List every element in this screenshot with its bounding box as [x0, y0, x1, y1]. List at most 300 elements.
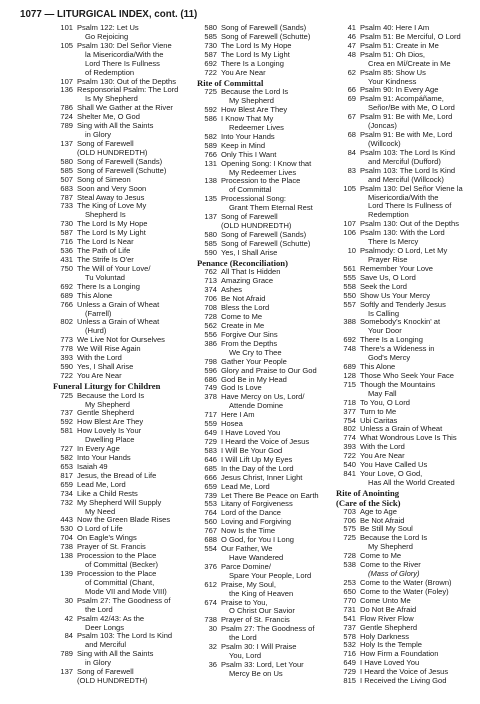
hymn-title: The Strife Is O'er — [77, 254, 134, 264]
hymn-title: You Are Near — [221, 67, 266, 77]
hymn-title-continuation: the Lord — [85, 604, 113, 614]
hymn-title: I Heard the Voice of Jesus — [360, 667, 449, 677]
hymn-title: Psalm 91: Acompáñame, — [360, 94, 444, 104]
hymn-title: This Alone — [77, 290, 113, 300]
hymn-number: 580 — [204, 229, 217, 239]
hymn-title: Psalm 122: Let Us — [77, 23, 139, 32]
hymn-title: Turn to Me — [360, 406, 397, 416]
hymn-title-continuation: of Committal (Becker) — [85, 560, 158, 570]
hymn-number: 386 — [204, 338, 217, 348]
hymn-title-continuation: (Joncas) — [368, 121, 397, 131]
hymn-title: Psalm 91: Be with Me, Lord — [360, 130, 453, 140]
hymn-title: Psalm 91: Be with Me, Lord — [360, 112, 453, 122]
hymn-title-continuation: (Willcock) — [368, 138, 401, 148]
hymn-title: Yes, I Shall Arise — [221, 247, 278, 257]
hymn-title: Your Love, O God, — [360, 469, 423, 479]
hymn-title: Psalm 103: The Lord Is Kind — [360, 165, 456, 175]
hymn-number: 789 — [60, 121, 73, 131]
hymn-title: Psalm 130: Del Señor Viene — [77, 40, 172, 50]
hymn-title: Yes, I Shall Arise — [77, 362, 134, 372]
hymn-number: 137 — [204, 212, 217, 222]
hymn-title: Song of Farewell (Schutte) — [221, 238, 311, 248]
hymn-number: 139 — [60, 569, 73, 579]
hymn-title: Come to Me — [360, 551, 402, 561]
hymn-number: 83 — [347, 165, 356, 175]
hymn-title: The Lord Is My Hope — [221, 40, 292, 50]
hymn-title: Song of Farewell — [77, 667, 134, 677]
hymn-title: O God, for You I Long — [221, 535, 295, 545]
hymn-number: 580 — [60, 156, 73, 166]
hymn-number: 596 — [204, 365, 217, 375]
hymn-title: Sing with All the Saints — [77, 121, 154, 131]
hymn-title: Bless the Lord — [221, 303, 270, 313]
hymn-title-continuation: in Glory — [85, 658, 112, 668]
hymn-number: 666 — [204, 472, 217, 482]
hymn-title: Only This I Want — [221, 149, 277, 159]
index-entry — [197, 643, 332, 652]
hymn-title: I Will Be Your God — [221, 445, 283, 455]
hymn-title: Procession to the Place — [77, 569, 157, 579]
hymn-title: This Alone — [360, 362, 396, 372]
hymn-title: The Lord Is Near — [77, 237, 134, 247]
hymn-title: I Know That My — [221, 114, 274, 123]
hymn-title-continuation: Is Calling — [368, 308, 400, 318]
hymn-title-continuation: My Shepherd — [368, 542, 413, 552]
hymn-title-continuation: Crea en Mí/Create in Me — [368, 58, 451, 68]
index-entry — [197, 249, 332, 258]
hymn-title: Psalm 51: Be Merciful, O Lord — [360, 31, 461, 41]
hymn-title: Parce Domine/ — [221, 561, 271, 571]
hymn-title: On Eagle's Wings — [77, 533, 137, 543]
hymn-title: Song of Farewell (Schutte) — [77, 165, 167, 175]
hymn-title: Holy Is the Temple — [360, 640, 422, 650]
hymn-number: 32 — [208, 642, 217, 652]
hymn-number: 136 — [60, 85, 73, 95]
hymn-title-continuation: (OLD HUNDREDTH) — [77, 147, 148, 157]
hymn-number: 762 — [204, 267, 217, 277]
index-entry — [336, 301, 476, 310]
hymn-title: With the Lord — [77, 353, 122, 363]
hymn-title: The Lord Is My Light — [221, 49, 290, 59]
hymn-title-continuation: May Fall — [368, 388, 397, 398]
hymn-title: Psalm 90: In Every Age — [360, 85, 439, 95]
hymn-number: 46 — [347, 31, 356, 41]
hymn-title: Though the Mountains — [360, 379, 436, 389]
hymn-title: Song of Farewell (Sands) — [77, 156, 163, 166]
hymn-number: 713 — [204, 276, 217, 286]
hymn-number: 732 — [60, 497, 73, 507]
hymn-title: Holy Darkness — [360, 631, 410, 641]
hymn-title: Flow River Flow — [360, 613, 414, 623]
hymn-number: 770 — [343, 595, 356, 605]
hymn-number: 554 — [204, 544, 217, 554]
hymn-title: Because the Lord Is — [360, 533, 428, 543]
hymn-title: Shelter Me, O God — [77, 112, 140, 122]
hymn-title-continuation: Señor/Be with Me, O Lord — [368, 103, 455, 113]
hymn-number: 585 — [204, 238, 217, 248]
hymn-number: 728 — [204, 312, 217, 322]
hymn-title-continuation: Have Wandered — [229, 552, 284, 562]
hymn-number: 107 — [60, 76, 73, 86]
hymn-number: 66 — [347, 85, 356, 95]
hymn-title: Our Father, We — [221, 544, 273, 554]
hymn-title: Litany of Forgiveness — [221, 499, 293, 509]
hymn-number: 377 — [343, 406, 356, 416]
hymn-title-continuation: Redemption — [368, 210, 409, 220]
hymn-title: Praise to You, — [221, 597, 268, 607]
hymn-title: How Firm a Foundation — [360, 649, 439, 659]
hymn-number: 135 — [204, 194, 217, 204]
hymn-title: You Are Near — [77, 370, 122, 380]
hymn-title: You Are Near — [360, 451, 405, 461]
hymn-title: Prayer of St. Francis — [77, 542, 146, 552]
hymn-title: Be Not Afraid — [360, 515, 405, 525]
hymn-number: 580 — [204, 23, 217, 32]
hymn-title: God Be in My Head — [221, 374, 287, 384]
index-entry — [197, 69, 332, 78]
hymn-title: O Lord of Life — [77, 524, 123, 534]
hymn-number: 582 — [204, 131, 217, 141]
hymn-number: 393 — [60, 353, 73, 363]
hymn-title: Steal Away to Jesus — [77, 192, 145, 202]
hymn-number: 738 — [204, 615, 217, 625]
hymn-number: 725 — [60, 390, 73, 400]
hymn-number: 68 — [347, 130, 356, 140]
hymn-title: Seek the Lord — [360, 281, 407, 291]
hymn-title: Psalm 103: The Lord Is Kind — [77, 631, 173, 641]
hymn-title: Age to Age — [360, 506, 397, 516]
index-entry — [197, 277, 332, 286]
hymn-number: 137 — [60, 138, 73, 148]
hymn-number: 532 — [343, 640, 356, 650]
hymn-title: The Path of Life — [77, 246, 131, 256]
hymn-title-continuation: O Christ Our Savior — [229, 606, 295, 616]
hymn-title: Into Your Hands — [221, 131, 275, 141]
hymn-title: Jesus Christ, Inner Light — [221, 472, 303, 482]
hymn-number: 659 — [60, 479, 73, 489]
hymn-title: Praise, My Soul, — [221, 579, 276, 589]
hymn-number: 692 — [343, 335, 356, 345]
hymn-number: 787 — [60, 192, 73, 202]
hymn-number: 738 — [60, 542, 73, 552]
hymn-title: Keep in Mind — [221, 140, 266, 150]
hymn-title: Come to the River — [360, 560, 421, 570]
hymn-title: Jesus, the Bread of Life — [77, 470, 157, 480]
hymn-title: Psalm 130: Del Señor Viene la — [360, 183, 463, 193]
hymn-number: 587 — [60, 228, 73, 238]
hymn-title: Come to the Water (Foley) — [360, 586, 449, 596]
hymn-title-continuation: Redeemer Lives — [229, 122, 284, 132]
hymn-title: The King of Love My — [77, 201, 147, 211]
index-column-3 — [336, 24, 476, 686]
index-entry — [53, 122, 195, 131]
hymn-number: 659 — [204, 481, 217, 491]
hymn-number: 722 — [343, 451, 356, 461]
hymn-number: 540 — [343, 460, 356, 470]
section-heading: (Care of the Sick) — [336, 497, 401, 508]
hymn-number: 724 — [60, 112, 73, 122]
hymn-title: Psalm 51: Oh Dios, — [360, 49, 426, 59]
hymn-title: In the Day of the Lord — [221, 463, 294, 473]
hymn-number: 559 — [204, 419, 217, 429]
index-entry — [197, 411, 332, 420]
hymn-title: How Lovely Is Your — [77, 426, 142, 436]
hymn-title: Loving and Forgiving — [221, 517, 292, 527]
hymn-title: Psalm 42/43: As the — [77, 613, 145, 623]
hymn-title: Ubi Caritas — [360, 415, 398, 425]
hymn-title-continuation: Is My Shepherd — [85, 94, 138, 104]
hymn-title: Psalm 103: The Lord Is Kind — [360, 147, 456, 157]
hymn-number: 585 — [60, 165, 73, 175]
hymn-number: 706 — [343, 515, 356, 525]
index-entry — [53, 499, 195, 508]
hymn-title: In Every Age — [77, 444, 120, 454]
hymn-number: 725 — [343, 533, 356, 543]
hymn-number: 778 — [60, 344, 73, 354]
hymn-title: I Will Lift Up My Eyes — [221, 454, 293, 464]
hymn-number: 575 — [343, 524, 356, 534]
hymn-number: 731 — [343, 604, 356, 614]
hymn-number: 764 — [204, 508, 217, 518]
index-entry — [53, 345, 195, 354]
hymn-title-continuation: and Merciful — [85, 640, 127, 650]
hymn-number: 558 — [343, 281, 356, 291]
hymn-number: 30 — [208, 624, 217, 634]
index-entry — [53, 301, 195, 310]
hymn-title: Now the Green Blade Rises — [77, 515, 171, 525]
hymn-number: 750 — [60, 263, 73, 273]
hymn-title-continuation: Dwelling Place — [85, 435, 135, 445]
hymn-number: 733 — [60, 201, 73, 211]
hymn-number: 84 — [64, 631, 73, 641]
hymn-number: 393 — [343, 442, 356, 452]
hymn-title-continuation: Attende Domine — [229, 401, 284, 411]
hymn-title: Song of Farewell (Sands) — [221, 229, 307, 239]
index-column-1 — [53, 24, 195, 686]
hymn-title: Like a Child Rests — [77, 488, 138, 498]
hymn-number: 650 — [343, 586, 356, 596]
hymn-title-continuation: (OLD HUNDREDTH) — [77, 676, 148, 686]
index-entry — [336, 508, 476, 517]
hymn-title: Show Us Your Mercy — [360, 290, 431, 300]
hymn-title: There Is a Longing — [221, 58, 284, 68]
hymn-number: 388 — [343, 317, 356, 327]
index-entry — [197, 313, 332, 322]
hymn-title-continuation: We Cry to Thee — [229, 347, 282, 357]
hymn-title-continuation: Your Kindness — [368, 76, 417, 86]
hymn-number: 586 — [204, 114, 217, 123]
hymn-number: 692 — [204, 58, 217, 68]
hymn-number: 754 — [343, 415, 356, 425]
index-entry — [197, 376, 332, 385]
hymn-title: Song of Farewell (Schutte) — [221, 31, 311, 41]
index-entry — [53, 650, 195, 659]
hymn-title: What Wondrous Love Is This — [360, 433, 457, 443]
section-heading: Rite of Committal — [197, 78, 264, 89]
hymn-title: Psalm 40: Here I Am — [360, 23, 430, 32]
hymn-title: Gentle Shepherd — [77, 408, 135, 418]
hymn-number: 727 — [60, 444, 73, 454]
hymn-title: How Blest Are They — [77, 417, 144, 427]
hymn-title: Gather Your People — [221, 356, 287, 366]
hymn-title-continuation: (OLD HUNDREDTH) — [221, 221, 292, 231]
hymn-title: Song of Farewell — [77, 138, 134, 148]
hymn-number: 553 — [204, 499, 217, 509]
hymn-title: Psalm 51: Create in Me — [360, 40, 439, 50]
hymn-number: 36 — [208, 660, 217, 670]
hymn-title-continuation: You, Lord — [229, 651, 262, 661]
section-heading: Penance (Reconciliation) — [197, 258, 288, 269]
hymn-number: 581 — [60, 426, 73, 436]
hymn-number: 84 — [347, 147, 356, 157]
hymn-number: 766 — [60, 299, 73, 309]
hymn-title: Hosea — [221, 419, 243, 429]
hymn-number: 686 — [204, 374, 217, 384]
hymn-number: 704 — [60, 533, 73, 543]
hymn-number: 590 — [60, 362, 73, 372]
hymn-title: Ashes — [221, 285, 242, 295]
page-header: 1077 — LITURGICAL INDEX, cont. (11) — [20, 9, 198, 20]
hymn-number: 802 — [343, 424, 356, 434]
index-entry — [336, 443, 476, 452]
hymn-title-continuation: in Glory — [85, 130, 112, 140]
hymn-number: 749 — [204, 383, 217, 393]
hymn-title: Softly and Tenderly Jesus — [360, 299, 446, 309]
hymn-number: 592 — [60, 417, 73, 427]
hymn-number: 748 — [343, 344, 356, 354]
index-entry — [53, 372, 195, 381]
hymn-title-continuation: My Shepherd — [229, 96, 274, 106]
hymn-number: 253 — [343, 578, 356, 588]
hymn-title: Psalm 130: Out of the Depths — [360, 219, 460, 229]
index-entry — [197, 304, 332, 313]
hymn-number: 101 — [60, 23, 73, 32]
index-entry — [53, 516, 195, 525]
hymn-number: 692 — [60, 281, 73, 291]
hymn-number: 69 — [347, 94, 356, 104]
hymn-title: Here I Am — [221, 410, 255, 420]
hymn-number: 48 — [347, 49, 356, 59]
hymn-number: 729 — [204, 436, 217, 446]
hymn-title: Now Is the Time — [221, 526, 276, 536]
hymn-title: We Will Rise Again — [77, 344, 141, 354]
hymn-title: Do Not Be Afraid — [360, 604, 417, 614]
hymn-title: Shall We Gather at the River — [77, 103, 173, 113]
hymn-number: 646 — [204, 454, 217, 464]
hymn-number: 798 — [204, 356, 217, 366]
hymn-number: 541 — [343, 613, 356, 623]
hymn-number: 612 — [204, 579, 217, 589]
hymn-number: 128 — [343, 370, 356, 380]
hymn-title: Save Us, O Lord — [360, 272, 416, 282]
hymn-title: Unless a Grain of Wheat — [360, 424, 443, 434]
hymn-title-continuation: of Redemption — [85, 67, 135, 77]
hymn-number: 815 — [343, 676, 356, 686]
hymn-number: 560 — [204, 517, 217, 527]
hymn-number: 378 — [204, 392, 217, 402]
hymn-title-continuation: Deer Longs — [85, 622, 125, 632]
hymn-title-continuation: Tu Voluntad — [85, 272, 126, 282]
section-heading: Rite of Anointing — [336, 488, 400, 499]
hymn-title: From the Depths — [221, 338, 278, 348]
hymn-number: 730 — [60, 219, 73, 229]
hymn-number: 583 — [204, 445, 217, 455]
hymn-number: 105 — [343, 183, 356, 193]
hymn-number: 538 — [343, 560, 356, 570]
hymn-title: Psalm 130: With the Lord — [360, 228, 445, 238]
hymn-title: Psalm 27: The Goodness of — [77, 595, 171, 605]
hymn-number: 722 — [204, 67, 217, 77]
hymn-title: Procession to the Place — [77, 551, 157, 561]
hymn-number: 841 — [343, 469, 356, 479]
index-entry — [336, 131, 476, 140]
index-entry — [336, 408, 476, 417]
hymn-number: 530 — [60, 524, 73, 534]
hymn-number: 728 — [343, 551, 356, 561]
hymn-number: 557 — [343, 299, 356, 309]
hymn-title-continuation: Lord There Is Fullness — [85, 58, 160, 68]
hymn-number: 786 — [60, 103, 73, 113]
hymn-number: 734 — [60, 488, 73, 498]
hymn-title: I Heard the Voice of Jesus — [221, 436, 310, 446]
hymn-number: 431 — [60, 254, 73, 264]
hymn-number: 774 — [343, 433, 356, 443]
hymn-title: Prayer of St. Francis — [221, 615, 290, 625]
hymn-number: 138 — [60, 551, 73, 561]
hymn-title: Because the Lord Is — [221, 87, 289, 97]
hymn-title: Lord of the Dance — [221, 508, 281, 518]
index-entry — [336, 434, 476, 443]
hymn-title-continuation: Mode VII and Mode VIII) — [85, 586, 167, 596]
hymn-number: 107 — [343, 219, 356, 229]
hymn-title: Somebody's Knockin' at — [360, 317, 441, 327]
hymn-title: God Is Love — [221, 383, 262, 393]
hymn-title-continuation: There Is Mercy — [368, 237, 419, 247]
hymn-title: To You, O Lord — [360, 397, 410, 407]
hymn-title-continuation: Prayer Rise — [368, 254, 408, 264]
hymn-number: 716 — [60, 237, 73, 247]
hymn-title: I Received the Living God — [360, 676, 447, 686]
hymn-title-continuation: Misericordia/With the — [368, 192, 439, 202]
hymn-title: Isaiah 49 — [77, 461, 108, 471]
hymn-title: I Have Loved You — [221, 428, 281, 438]
hymn-title: Because the Lord Is — [77, 390, 145, 400]
hymn-number: 730 — [204, 40, 217, 50]
hymn-number: 555 — [343, 272, 356, 282]
hymn-title: With the Lord — [360, 442, 405, 452]
hymn-title-continuation: Your Door — [368, 326, 402, 336]
hymn-number: 10 — [347, 246, 356, 256]
hymn-number: 585 — [204, 31, 217, 41]
hymn-title: My Shepherd Will Supply — [77, 497, 162, 507]
hymn-number: 737 — [343, 622, 356, 632]
hymn-number: 766 — [204, 149, 217, 159]
hymn-number: 729 — [343, 667, 356, 677]
index-entry — [336, 318, 476, 327]
hymn-number: 131 — [204, 158, 217, 168]
hymn-number: 722 — [60, 370, 73, 380]
hymn-number: 105 — [60, 40, 73, 50]
hymn-number: 138 — [204, 176, 217, 186]
hymn-title-continuation: (Mass of Glory) — [368, 569, 420, 579]
hymn-number: 725 — [204, 87, 217, 97]
hymn-title: Amazing Grace — [221, 276, 274, 286]
hymn-number: 137 — [60, 667, 73, 677]
hymn-number: 739 — [204, 490, 217, 500]
hymn-number: 62 — [347, 67, 356, 77]
hymn-number: 582 — [60, 453, 73, 463]
hymn-title-continuation: Spare Your People, Lord — [229, 570, 312, 580]
